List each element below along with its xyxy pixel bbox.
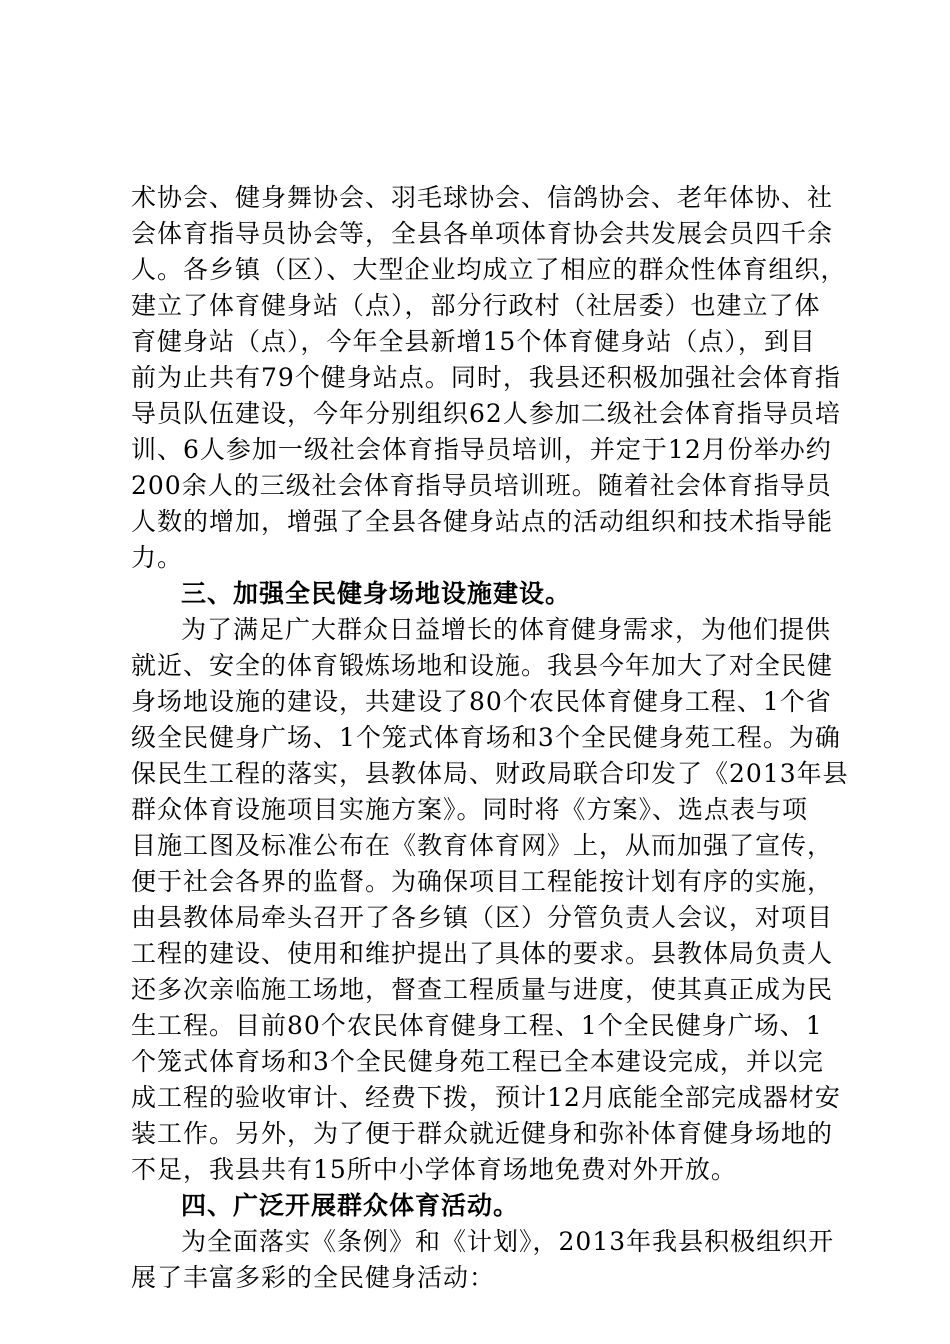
body-line: 训、6人参加一级社会体育指导员培训，并定于12月份举办约 <box>131 435 832 464</box>
body-line: 导员队伍建设，今年分别组织62人参加二级社会体育指导员培 <box>131 399 841 428</box>
body-line: 成工程的验收审计、经费下拨，预计12月底能全部完成器材安 <box>131 1083 841 1112</box>
section-heading: 四、广泛开展群众体育活动。 <box>181 1191 520 1220</box>
section-heading: 三、加强全民健身场地设施建设。 <box>181 579 572 608</box>
body-line: 展了丰富多彩的全民健身活动： <box>131 1263 496 1292</box>
body-line: 工程的建设、使用和维护提出了具体的要求。县教体局负责人 <box>131 939 834 968</box>
body-line: 生工程。目前80个农民体育健身工程、1个全民健身广场、1 <box>131 1011 823 1040</box>
body-line: 还多次亲临施工场地，督查工程质量与进度，使其真正成为民 <box>131 975 834 1004</box>
body-line: 育健身站（点），今年全县新增15个体育健身站（点），到目 <box>131 327 816 356</box>
body-line: 人数的增加，增强了全县各健身站点的活动组织和技术指导能 <box>131 507 834 536</box>
body-line: 术协会、健身舞协会、羽毛球协会、信鸽协会、老年体协、社 <box>131 183 834 212</box>
body-line: 不足，我县共有15所中小学体育场地免费对外开放。 <box>131 1155 737 1184</box>
body-line: 会体育指导员协会等，全县各单项体育协会共发展会员四千余 <box>131 219 834 248</box>
body-line: 保民生工程的落实，县教体局、财政局联合印发了《2013年县 <box>131 759 849 788</box>
body-line: 建立了体育健身站（点），部分行政村（社居委）也建立了体 <box>131 291 821 320</box>
body-line: 由县教体局牵头召开了各乡镇（区）分管负责人会议，对项目 <box>131 903 834 932</box>
body-line: 力。 <box>131 543 184 572</box>
body-line: 便于社会各界的监督。为确保项目工程能按计划有序的实施， <box>131 867 834 896</box>
body-line: 装工作。另外，为了便于群众就近健身和弥补体育健身场地的 <box>131 1119 834 1148</box>
body-line: 目施工图及标准公布在《教育体育网》上，从而加强了宣传， <box>131 831 834 860</box>
body-line: 为了满足广大群众日益增长的体育健身需求，为他们提供 <box>181 615 832 644</box>
body-line: 身场地设施的建设，共建设了80个农民体育健身工程、1个省 <box>131 687 832 716</box>
body-line: 人。各乡镇（区）、大型企业均成立了相应的群众性体育组织， <box>131 255 847 284</box>
body-line: 级全民健身广场、1个笼式体育场和3个全民健身苑工程。为确 <box>131 723 841 752</box>
body-line: 群众体育设施项目实施方案》。同时将《方案》、选点表与项 <box>131 795 809 824</box>
body-line: 为全面落实《条例》和《计划》，2013年我县积极组织开 <box>181 1227 835 1256</box>
body-line: 前为止共有79个健身站点。同时，我县还积极加强社会体育指 <box>131 363 841 392</box>
body-line: 个笼式体育场和3个全民健身苑工程已全本建设完成，并以完 <box>131 1047 824 1076</box>
body-line: 200余人的三级社会体育指导员培训班。随着社会体育指导员 <box>131 471 832 500</box>
body-line: 就近、安全的体育锻炼场地和设施。我县今年加大了对全民健 <box>131 651 834 680</box>
